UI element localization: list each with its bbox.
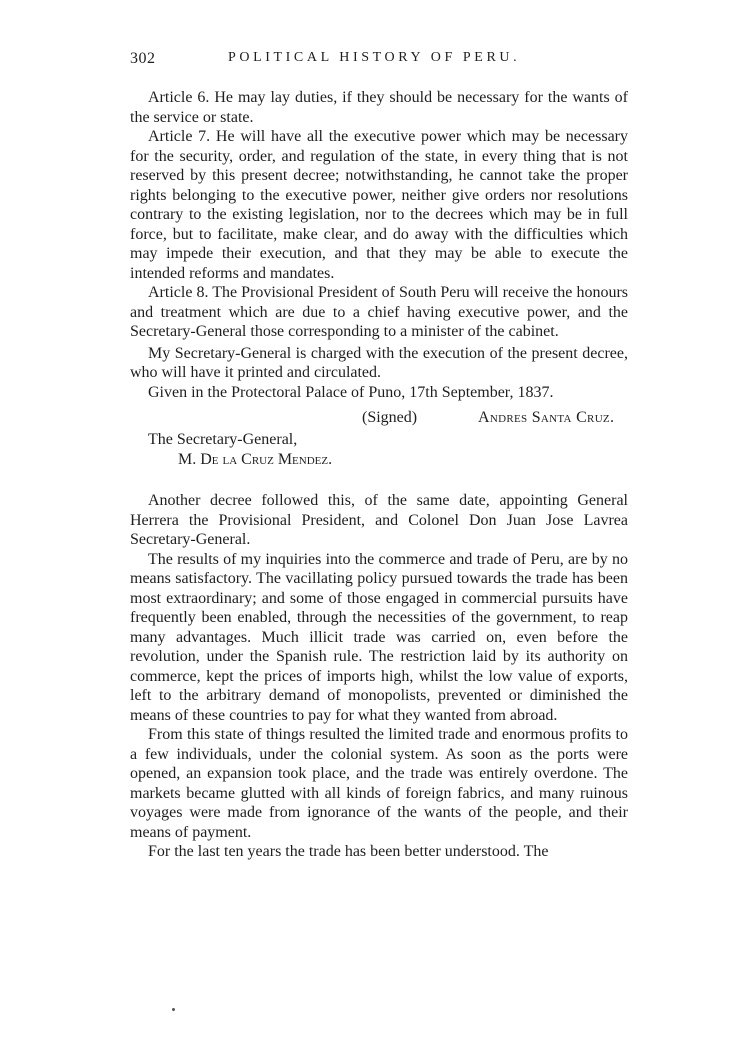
signature-row [130,408,628,430]
commerce-paragraph: The results of my inquiries into the commerce and trade of Peru, are by no means satisfactory. The vacillating policy pursued towards the trade has been most extraordinary; and some of those engaged in commercial pursuits have frequently been enabled, through the necessities of the government, to reap many advantages. Much illicit trade was carried on, even before the revolution, under the Spanish rule. The restriction laid by its authority on commerce, kept the prices of imports high, whilst the low value of exports, left to the arbitrary demand of monopolists, prevented or diminished the means of these countries to pay for what they wanted from abroad. [130,550,628,724]
given-line: Given in the Protectoral Palace of Puno, 17th September, 1837. [148,383,554,401]
last-ten-years-paragraph: For the last ten years the trade has been better understood. The [148,843,549,860]
running-title: POLITICAL HISTORY OF PERU. [228,50,521,65]
colonial-system-paragraph: From this state of things resulted the limited trade and enormous profits to a few individuals, under the colonial system. As soon as the ports were opened, an expansion took place, and the trade was entirely overdone. The markets became glutted with all kinds of foreign fabrics, and many ruinous voyages were made from ignorance of the wants of the people, and their means of payment. [130,726,628,841]
signatory-name: Andres Santa Cruz. [478,409,615,426]
article-7-paragraph: Article 7. He will have all the executive power which may be necessary for the security, order, and regulation of the state, in every thing that is not reserved by this present decree; notwithstanding, he cannot take the proper rights belonging to the executive power, neither give orders nor resolutions contrary to the existing legislation, nor to the decrees which may be in full force, but to facilitate, make clear, and do away with the difficulties which may impede their execution, and that they may be able to execute the intended reforms and mandates. [130,128,628,282]
execution-paragraph: My Secretary-General is charged with the execution of the present decree, who will have it printed and circulated. [130,344,628,381]
secretary-name: M. De la Cruz Mendez. [178,450,333,468]
book-page [128,44,628,72]
another-decree-paragraph: Another decree followed this, of the same date, appointing General Herrera the Provisional President, and Colonel Don Juan Jose Lavrea Secretary-General. [130,492,628,548]
ink-speck [172,1008,175,1011]
signed-label: (Signed) [362,409,418,426]
article-8-paragraph: Article 8. The Provisional President of South Peru will receive the honours and treatment which are due to a chief having executive power, and the Secretary-General those corresponding to a minister of the cabinet. [130,284,628,340]
running-head [128,44,628,72]
page-number: 302 [130,50,156,67]
body-text [130,88,628,862]
secretary-title: The Secretary-General, [148,431,298,448]
article-6-paragraph: Article 6. He may lay duties, if they should be necessary for the wants of the service or state. [130,89,628,126]
